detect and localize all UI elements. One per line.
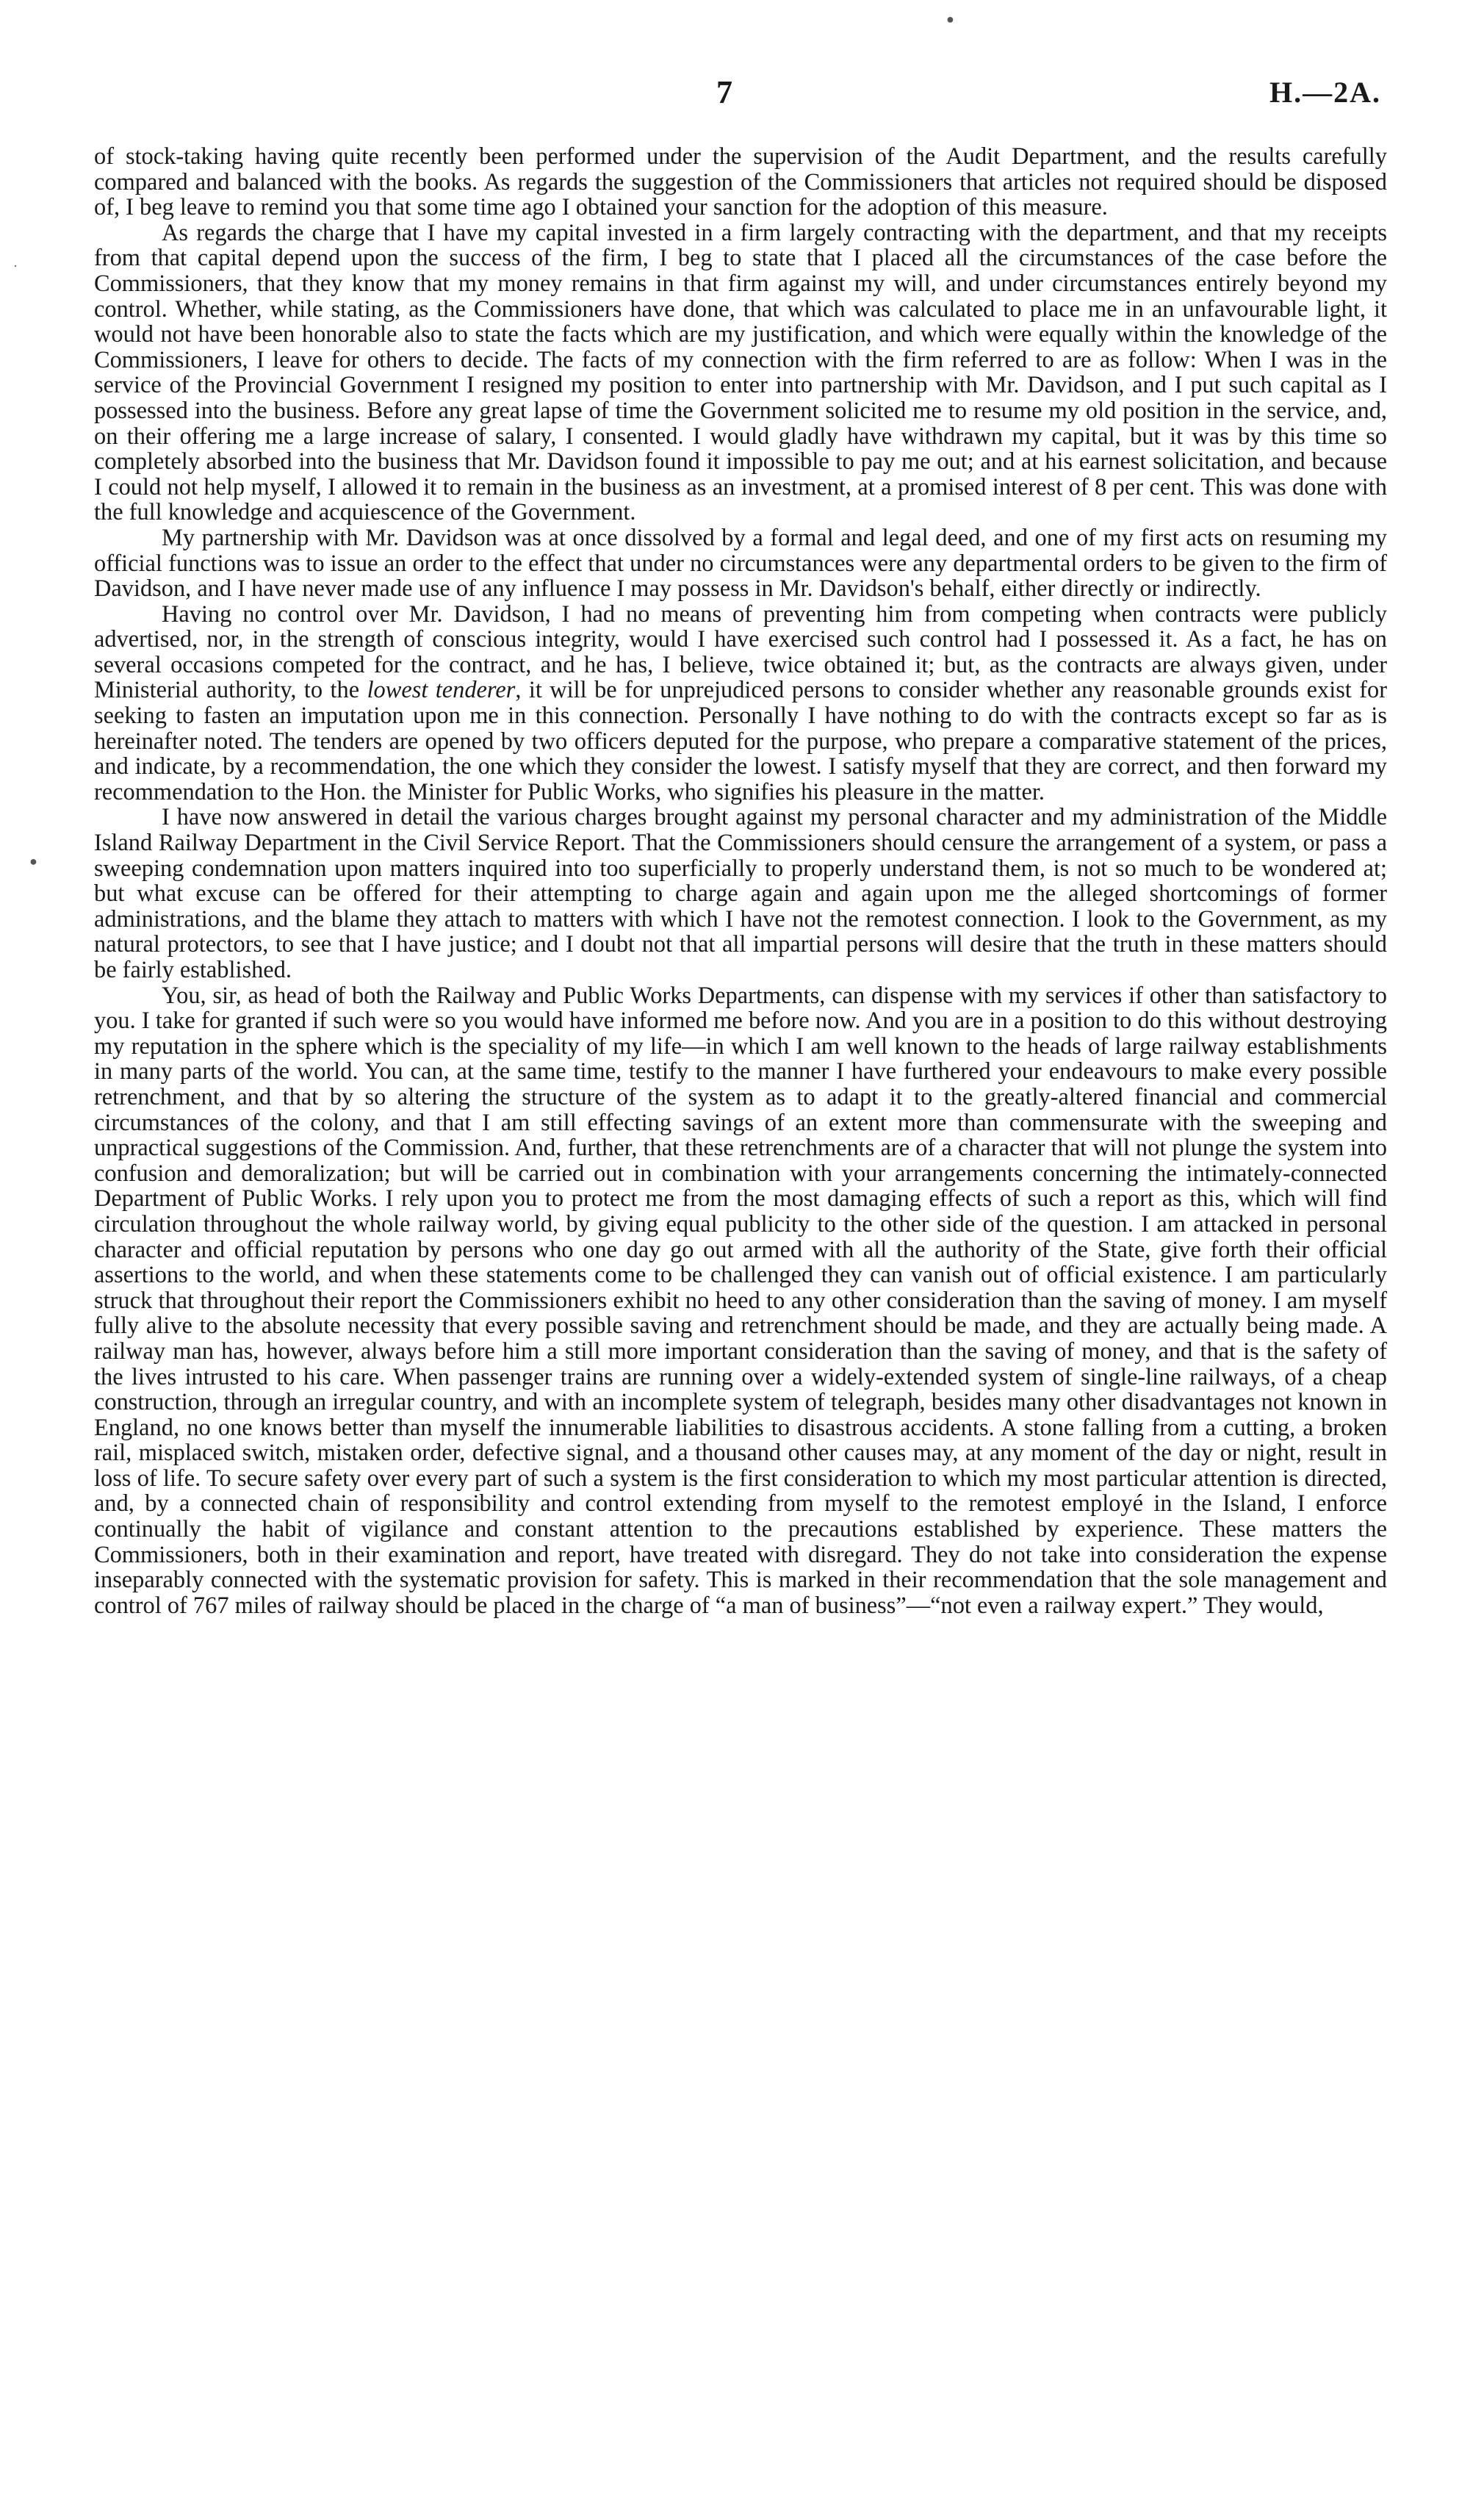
page-header — [0, 73, 1484, 118]
paragraph-capital-investment: As regards the charge that I have my capital invested in a firm largely contracting with the department, and that my receipts from that capital depend upon the success of the firm, I beg to state that I placed all the circumstances of the case before the Commissioners, that they know that my money remains in that firm against my will, and under circumstances entirely beyond my control. Whether, while stating, as the Commissioners have done, that which was calculated to place me in an unfavourable light, it would not have been honorable also to state the facts which are my justification, and which were equally within the knowledge of the Commissioners, I leave for others to decide. The facts of my connection with the firm referred to are as follow: When I was in the service of the Provincial Government I resigned my position to enter into partnership with Mr. Davidson, and I put such capital as I possessed into the business. Before any great lapse of time the Government solicited me to resume my old position in the service, and, on their offering me a large increase of salary, I consented. I would gladly have withdrawn my capital, but it was by this time so completely absorbed into the business that Mr. Davidson found it impossible to pay me out; and at his earnest solicitation, and because I could not help myself, I allowed it to remain in the business as an investment, at a promised interest of 8 per cent. This was done with the full knowledge and acquiescence of the Government. — [94, 219, 1387, 526]
scan-speck: ● — [29, 854, 37, 869]
document-reference: H.—2A. — [1269, 76, 1381, 109]
document-body — [94, 144, 1387, 1618]
paragraph-continuation: of stock-taking having quite recently been performed under the supervision of the Audit Department, and the results carefully compared and balanced with the books. As regards the suggestion of the Commissioners that articles not required should be disposed of, I beg leave to remind you that some time ago I obtained your sanction for the adoption of this measure. — [94, 143, 1387, 221]
paragraph-contracts-text-before: Having no control over Mr. Davidson, I had no means of preventing him from competing when contracts were publicly advertised, nor, in the strength of conscious integrity, would I have exercised such control had I possessed it. As a fact, he has on several occasions competed for the contract, and he has, I believe, twice obtained it; but, as the contracts are always given, under Ministerial authority, to the — [94, 600, 1387, 704]
paragraph-contracts-emphasis: lowest tenderer — [367, 677, 516, 704]
paragraph-contracts — [94, 602, 1387, 805]
scan-speck: · — [13, 259, 18, 273]
paragraph-partnership-dissolved: My partnership with Mr. Davidson was at once dissolved by a formal and legal deed, and one of my first acts on resuming my official functions was to issue an order to the effect that under no circumstances were any departmental orders to be given to the firm of Davidson, and I have never made use of any influence I may possess in Mr. Davidson's behalf, either directly or indirectly. — [94, 524, 1387, 603]
scan-speck: ● — [946, 12, 954, 26]
paragraph-appeal-to-minister: You, sir, as head of both the Railway and Public Works Departments, can dispense with my services if other than satisfactory to you. I take for granted if such were so you would have informed me before now. And you are in a position to do this without destroying my reputation in the sphere which is the speciality of my life—in which I am well known to the heads of large railway establishments in many parts of the world. You can, at the same time, testify to the manner I have furthered your endeavours to make every possible retrenchment, and that by so altering the structure of the system as to adapt it to the greatly-altered financial and commercial circumstances of the colony, and that I am still effecting savings of an extent more than commensurate with the sweeping and unpractical suggestions of the Commission. And, further, that these retrenchments are of a character that will not plunge the system into confusion and demoralization; but will be carried out in combination with your arrangements concerning the intimately-connected Department of Public Works. I rely upon you to protect me from the most damaging effects of such a report as this, which will find circulation throughout the whole railway world, by giving equal publicity to the other side of the question. I am attacked in personal character and official reputation by persons who one day go out armed with all the authority of the State, give forth their official assertions to the world, and when these statements come to be challenged they can vanish out of official existence. I am particularly struck that throughout their report the Commissioners exhibit no heed to any other consideration than the saving of money. I am myself fully alive to the absolute necessity that every possible saving and retrenchment should be made, and they are actually being made. A railway man has, however, always before him a still more important consideration than the saving of money, and that is the safety of the lives intrusted to his care. When passenger trains are running over a widely-extended system of single-line railways, of a cheap construction, through an irregular country, and with an incomplete system of telegraph, besides many other disadvantages not known in England, no one knows better than myself the innumerable liabilities to disastrous accidents. A stone falling from a cutting, a broken rail, misplaced switch, mistaken order, defective signal, and a thousand other causes may, at any moment of the day or night, result in loss of life. To secure safety over every part of such a system is the first consideration to which my most particular attention is directed, and, by a connected chain of responsibility and control extending from myself to the remotest employé in the Island, I enforce continually the habit of vigilance and constant attention to the precautions established by experience. These matters the Commissioners, both in their examination and report, have treated with disregard. They do not take into consideration the expense inseparably connected with the systematic provision for safety. This is marked in their recommendation that the sole management and control of 767 miles of railway should be placed in the charge of “a man of business”—“not even a railway expert.” They would, — [94, 982, 1387, 1619]
paragraph-contracts-text-after: , it will be for unprejudiced persons to consider whether any reasonable grounds exist for seeking to fasten an imputation upon me in this connection. Personally I have nothing to do with the contracts except so far as is hereinafter noted. The tenders are opened by two officers deputed for the purpose, who prepare a comparative statement of the prices, and indicate, by a recommendation, the one which they consider the lowest. I satisfy myself that they are correct, and then forward my recommendation to the Hon. the Minister for Public Works, who signifies his pleasure in the matter. — [94, 677, 1388, 805]
page-number: 7 — [716, 74, 733, 110]
paragraph-charges-answered: I have now answered in detail the various charges brought against my personal character and my administration of the Middle Island Railway Department in the Civil Service Report. That the Commissioners should censure the arrangement of a system, or pass a sweeping condemnation upon matters inquired into too superficially to properly understand them, is not so much to be wondered at; but what excuse can be offered for their attempting to charge again and again upon me the alleged shortcomings of former administrations, and the blame they attach to matters with which I have not the remotest connection. I look to the Government, as my natural protectors, to see that I have justice; and I doubt not that all impartial persons will desire that the truth in these matters should be fairly established. — [94, 804, 1387, 983]
